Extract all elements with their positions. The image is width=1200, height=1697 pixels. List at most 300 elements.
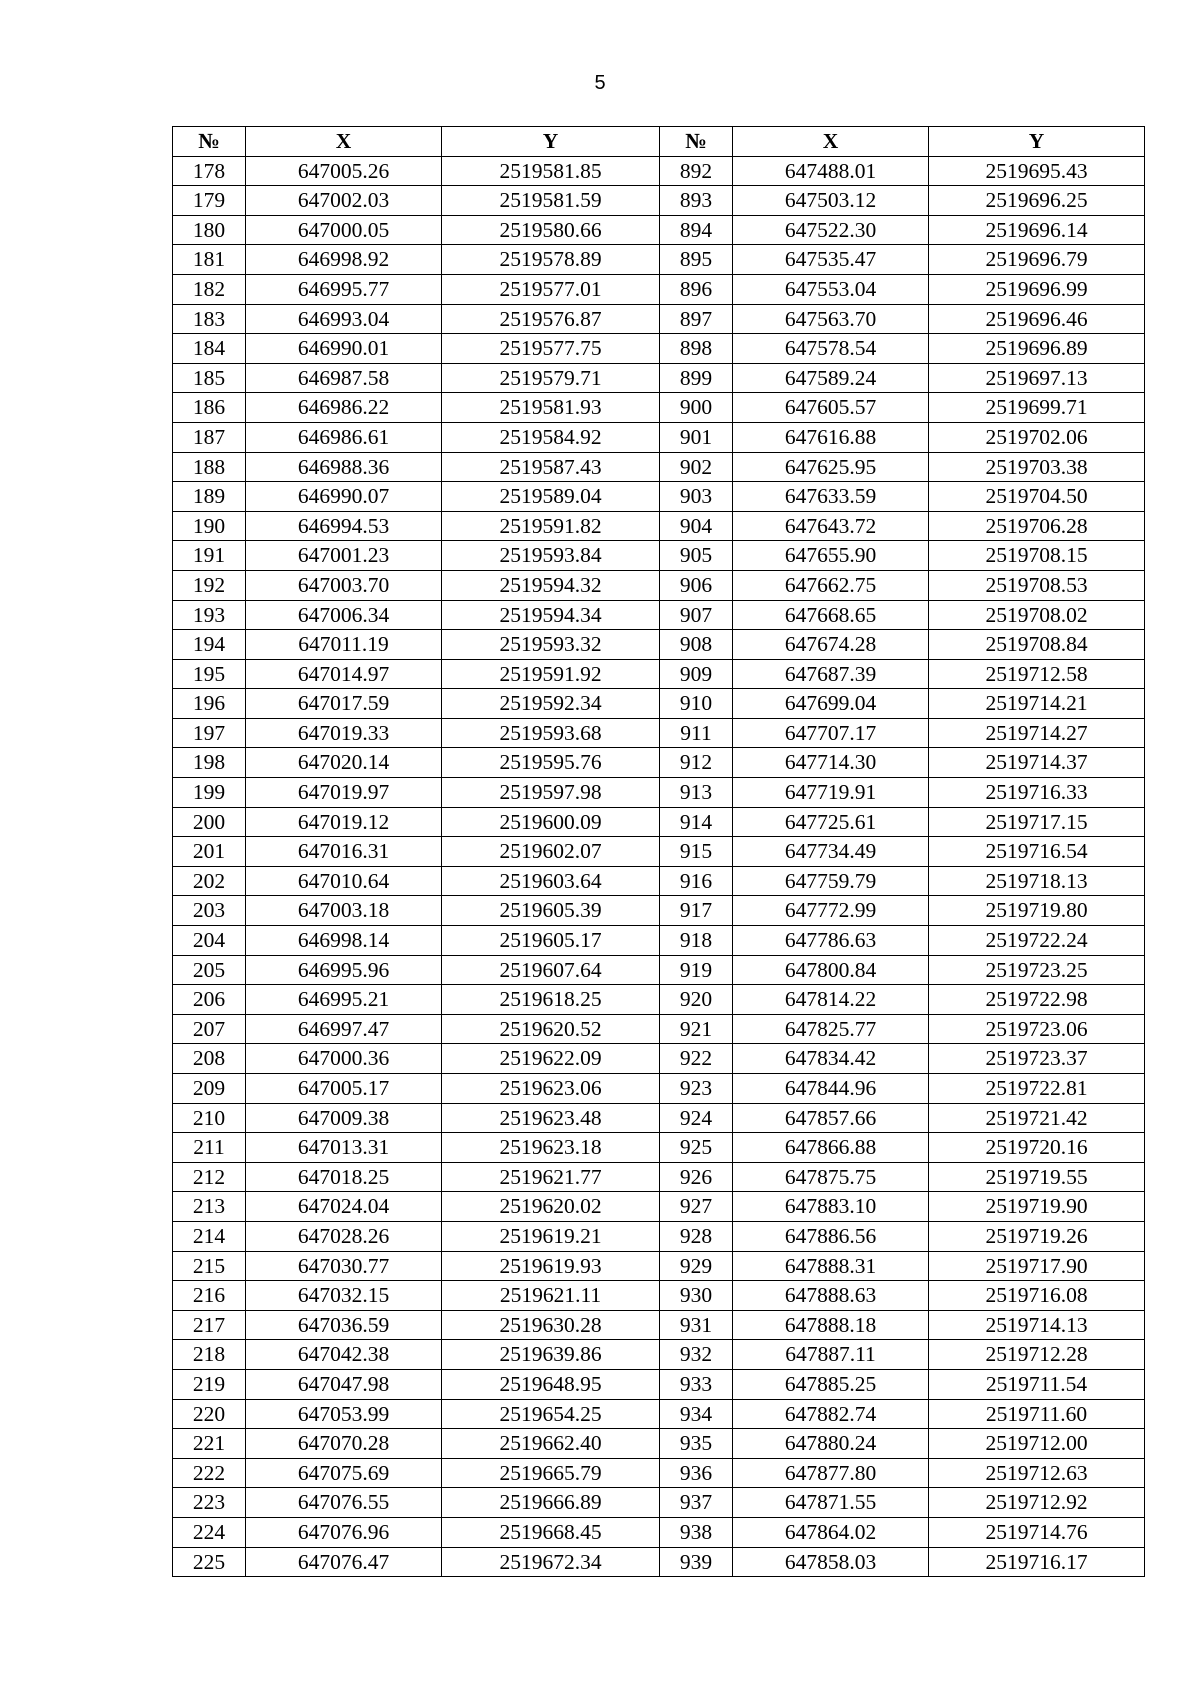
cell-x-left: 647032.15: [246, 1281, 442, 1311]
cell-number-left: 197: [173, 718, 246, 748]
cell-number-left: 187: [173, 422, 246, 452]
cell-number-left: 202: [173, 866, 246, 896]
cell-x-left: 647016.31: [246, 837, 442, 867]
cell-y-right: 2519719.90: [929, 1192, 1145, 1222]
cell-y-right: 2519716.33: [929, 778, 1145, 808]
cell-y-right: 2519712.28: [929, 1340, 1145, 1370]
cell-x-right: 647888.18: [733, 1310, 929, 1340]
cell-y-right: 2519696.89: [929, 334, 1145, 364]
cell-y-left: 2519621.77: [442, 1162, 660, 1192]
table-row: [173, 1192, 1145, 1222]
cell-y-right: 2519714.27: [929, 718, 1145, 748]
table-row: [173, 1281, 1145, 1311]
cell-x-left: 646995.21: [246, 985, 442, 1015]
cell-number-left: 190: [173, 511, 246, 541]
cell-x-right: 647719.91: [733, 778, 929, 808]
cell-x-left: 647010.64: [246, 866, 442, 896]
cell-y-right: 2519719.26: [929, 1221, 1145, 1251]
cell-number-left: 189: [173, 482, 246, 512]
cell-x-right: 647875.75: [733, 1162, 929, 1192]
table-row: [173, 1399, 1145, 1429]
cell-number-left: 201: [173, 837, 246, 867]
cell-y-left: 2519593.32: [442, 630, 660, 660]
table-row: [173, 1103, 1145, 1133]
cell-number-right: 895: [660, 245, 733, 275]
cell-x-left: 647047.98: [246, 1369, 442, 1399]
cell-number-right: 936: [660, 1458, 733, 1488]
cell-number-right: 897: [660, 304, 733, 334]
cell-y-right: 2519708.15: [929, 541, 1145, 571]
cell-x-left: 646995.96: [246, 955, 442, 985]
cell-number-left: 225: [173, 1547, 246, 1577]
cell-number-right: 924: [660, 1103, 733, 1133]
cell-number-left: 220: [173, 1399, 246, 1429]
table-row: [173, 1488, 1145, 1518]
cell-y-right: 2519716.54: [929, 837, 1145, 867]
cell-x-left: 647030.77: [246, 1251, 442, 1281]
cell-y-left: 2519605.39: [442, 896, 660, 926]
table-row: [173, 570, 1145, 600]
cell-y-right: 2519706.28: [929, 511, 1145, 541]
cell-x-right: 647699.04: [733, 689, 929, 719]
cell-x-left: 647001.23: [246, 541, 442, 571]
cell-number-right: 921: [660, 1014, 733, 1044]
cell-y-left: 2519581.93: [442, 393, 660, 423]
cell-x-right: 647725.61: [733, 807, 929, 837]
cell-y-left: 2519630.28: [442, 1310, 660, 1340]
cell-y-left: 2519594.32: [442, 570, 660, 600]
cell-y-right: 2519702.06: [929, 422, 1145, 452]
cell-number-right: 922: [660, 1044, 733, 1074]
cell-number-right: 917: [660, 896, 733, 926]
cell-number-right: 906: [660, 570, 733, 600]
cell-y-right: 2519722.24: [929, 926, 1145, 956]
cell-x-right: 647759.79: [733, 866, 929, 896]
cell-x-right: 647714.30: [733, 748, 929, 778]
cell-y-right: 2519719.55: [929, 1162, 1145, 1192]
cell-number-left: 198: [173, 748, 246, 778]
table-row: [173, 1429, 1145, 1459]
cell-number-left: 205: [173, 955, 246, 985]
cell-number-left: 183: [173, 304, 246, 334]
cell-x-left: 647036.59: [246, 1310, 442, 1340]
cell-x-left: 646997.47: [246, 1014, 442, 1044]
cell-number-right: 918: [660, 926, 733, 956]
cell-y-left: 2519668.45: [442, 1517, 660, 1547]
cell-y-left: 2519620.52: [442, 1014, 660, 1044]
cell-number-left: 185: [173, 363, 246, 393]
cell-x-right: 647674.28: [733, 630, 929, 660]
cell-number-right: 909: [660, 659, 733, 689]
cell-y-right: 2519714.37: [929, 748, 1145, 778]
cell-y-left: 2519623.06: [442, 1074, 660, 1104]
cell-number-right: 910: [660, 689, 733, 719]
table-header-row: [173, 127, 1145, 157]
table-row: [173, 1162, 1145, 1192]
cell-x-left: 647020.14: [246, 748, 442, 778]
cell-x-left: 646998.14: [246, 926, 442, 956]
cell-y-right: 2519699.71: [929, 393, 1145, 423]
table-row: [173, 1014, 1145, 1044]
cell-x-left: 646986.61: [246, 422, 442, 452]
cell-x-right: 647625.95: [733, 452, 929, 482]
cell-number-right: 903: [660, 482, 733, 512]
cell-number-left: 209: [173, 1074, 246, 1104]
table-row: [173, 926, 1145, 956]
cell-number-left: 204: [173, 926, 246, 956]
table-row: [173, 334, 1145, 364]
cell-x-left: 647009.38: [246, 1103, 442, 1133]
cell-x-left: 647006.34: [246, 600, 442, 630]
cell-y-left: 2519619.93: [442, 1251, 660, 1281]
table-row: [173, 1458, 1145, 1488]
cell-y-left: 2519593.84: [442, 541, 660, 571]
cell-number-right: 939: [660, 1547, 733, 1577]
cell-number-right: 934: [660, 1399, 733, 1429]
cell-number-right: 900: [660, 393, 733, 423]
table-row: [173, 1044, 1145, 1074]
cell-x-right: 647605.57: [733, 393, 929, 423]
cell-x-left: 646998.92: [246, 245, 442, 275]
table-row: [173, 1221, 1145, 1251]
cell-x-right: 647786.63: [733, 926, 929, 956]
cell-number-left: 180: [173, 215, 246, 245]
table-row: [173, 245, 1145, 275]
cell-number-left: 191: [173, 541, 246, 571]
cell-x-right: 647633.59: [733, 482, 929, 512]
cell-y-left: 2519623.48: [442, 1103, 660, 1133]
cell-number-right: 892: [660, 156, 733, 186]
cell-y-right: 2519708.53: [929, 570, 1145, 600]
cell-y-right: 2519708.02: [929, 600, 1145, 630]
cell-number-left: 195: [173, 659, 246, 689]
cell-y-left: 2519576.87: [442, 304, 660, 334]
cell-number-left: 203: [173, 896, 246, 926]
cell-number-left: 207: [173, 1014, 246, 1044]
cell-x-left: 647000.05: [246, 215, 442, 245]
cell-number-right: 930: [660, 1281, 733, 1311]
cell-number-right: 923: [660, 1074, 733, 1104]
table-row: [173, 866, 1145, 896]
cell-y-left: 2519589.04: [442, 482, 660, 512]
cell-x-right: 647772.99: [733, 896, 929, 926]
cell-y-right: 2519712.63: [929, 1458, 1145, 1488]
cell-number-left: 215: [173, 1251, 246, 1281]
table-row: [173, 689, 1145, 719]
cell-y-left: 2519579.71: [442, 363, 660, 393]
cell-x-right: 647877.80: [733, 1458, 929, 1488]
cell-number-right: 932: [660, 1340, 733, 1370]
cell-y-left: 2519639.86: [442, 1340, 660, 1370]
table-row: [173, 363, 1145, 393]
table-row: [173, 304, 1145, 334]
cell-y-right: 2519723.25: [929, 955, 1145, 985]
cell-x-right: 647888.63: [733, 1281, 929, 1311]
cell-x-right: 647522.30: [733, 215, 929, 245]
cell-y-left: 2519672.34: [442, 1547, 660, 1577]
table-row: [173, 985, 1145, 1015]
cell-y-right: 2519704.50: [929, 482, 1145, 512]
cell-x-left: 646988.36: [246, 452, 442, 482]
cell-y-right: 2519717.15: [929, 807, 1145, 837]
cell-x-left: 647000.36: [246, 1044, 442, 1074]
cell-y-left: 2519591.92: [442, 659, 660, 689]
cell-y-right: 2519717.90: [929, 1251, 1145, 1281]
table-row: [173, 1251, 1145, 1281]
cell-y-left: 2519620.02: [442, 1192, 660, 1222]
table-row: [173, 156, 1145, 186]
table-row: [173, 1133, 1145, 1163]
cell-x-right: 647866.88: [733, 1133, 929, 1163]
cell-x-right: 647616.88: [733, 422, 929, 452]
header-number-right: №: [660, 127, 733, 157]
header-number-left: №: [173, 127, 246, 157]
cell-x-right: 647883.10: [733, 1192, 929, 1222]
cell-number-right: 929: [660, 1251, 733, 1281]
cell-y-left: 2519600.09: [442, 807, 660, 837]
cell-number-left: 224: [173, 1517, 246, 1547]
cell-number-right: 908: [660, 630, 733, 660]
cell-x-left: 647019.12: [246, 807, 442, 837]
cell-y-left: 2519581.85: [442, 156, 660, 186]
cell-y-left: 2519597.98: [442, 778, 660, 808]
cell-x-right: 647886.56: [733, 1221, 929, 1251]
table-row: [173, 1310, 1145, 1340]
table-row: [173, 482, 1145, 512]
cell-x-right: 647553.04: [733, 274, 929, 304]
cell-y-left: 2519587.43: [442, 452, 660, 482]
cell-y-left: 2519577.75: [442, 334, 660, 364]
cell-y-left: 2519666.89: [442, 1488, 660, 1518]
cell-number-left: 213: [173, 1192, 246, 1222]
table-row: [173, 630, 1145, 660]
cell-x-left: 646987.58: [246, 363, 442, 393]
cell-y-left: 2519593.68: [442, 718, 660, 748]
header-x-right: X: [733, 127, 929, 157]
cell-x-right: 647882.74: [733, 1399, 929, 1429]
cell-y-right: 2519716.17: [929, 1547, 1145, 1577]
cell-number-right: 898: [660, 334, 733, 364]
cell-y-left: 2519605.17: [442, 926, 660, 956]
cell-x-right: 647825.77: [733, 1014, 929, 1044]
cell-number-left: 184: [173, 334, 246, 364]
cell-x-left: 647011.19: [246, 630, 442, 660]
cell-number-right: 907: [660, 600, 733, 630]
cell-y-left: 2519603.64: [442, 866, 660, 896]
cell-x-left: 647042.38: [246, 1340, 442, 1370]
cell-number-left: 223: [173, 1488, 246, 1518]
table-body: [173, 156, 1145, 1577]
cell-y-right: 2519711.54: [929, 1369, 1145, 1399]
cell-number-right: 916: [660, 866, 733, 896]
cell-number-right: 902: [660, 452, 733, 482]
table-row: [173, 541, 1145, 571]
cell-y-left: 2519621.11: [442, 1281, 660, 1311]
table-row: [173, 837, 1145, 867]
cell-x-left: 647002.03: [246, 186, 442, 216]
cell-x-right: 647643.72: [733, 511, 929, 541]
table-row: [173, 186, 1145, 216]
cell-x-right: 647578.54: [733, 334, 929, 364]
cell-x-right: 647880.24: [733, 1429, 929, 1459]
cell-x-right: 647858.03: [733, 1547, 929, 1577]
cell-y-left: 2519623.18: [442, 1133, 660, 1163]
cell-number-right: 904: [660, 511, 733, 541]
cell-number-right: 905: [660, 541, 733, 571]
cell-y-right: 2519708.84: [929, 630, 1145, 660]
cell-x-left: 647003.70: [246, 570, 442, 600]
cell-y-left: 2519654.25: [442, 1399, 660, 1429]
cell-y-left: 2519662.40: [442, 1429, 660, 1459]
cell-y-right: 2519696.14: [929, 215, 1145, 245]
cell-number-left: 208: [173, 1044, 246, 1074]
cell-number-right: 899: [660, 363, 733, 393]
cell-number-right: 938: [660, 1517, 733, 1547]
cell-x-left: 647005.17: [246, 1074, 442, 1104]
cell-x-left: 647070.28: [246, 1429, 442, 1459]
cell-x-left: 647017.59: [246, 689, 442, 719]
cell-x-left: 647076.96: [246, 1517, 442, 1547]
cell-y-right: 2519696.99: [929, 274, 1145, 304]
cell-y-right: 2519714.76: [929, 1517, 1145, 1547]
cell-y-left: 2519622.09: [442, 1044, 660, 1074]
cell-x-right: 647887.11: [733, 1340, 929, 1370]
cell-number-right: 935: [660, 1429, 733, 1459]
cell-number-right: 926: [660, 1162, 733, 1192]
cell-number-left: 182: [173, 274, 246, 304]
cell-y-right: 2519712.58: [929, 659, 1145, 689]
cell-x-left: 647053.99: [246, 1399, 442, 1429]
cell-x-left: 647003.18: [246, 896, 442, 926]
cell-y-right: 2519696.79: [929, 245, 1145, 275]
table-row: [173, 1547, 1145, 1577]
cell-y-left: 2519594.34: [442, 600, 660, 630]
cell-number-left: 196: [173, 689, 246, 719]
cell-x-right: 647834.42: [733, 1044, 929, 1074]
cell-number-left: 186: [173, 393, 246, 423]
cell-y-right: 2519697.13: [929, 363, 1145, 393]
cell-y-left: 2519592.34: [442, 689, 660, 719]
cell-number-left: 212: [173, 1162, 246, 1192]
table-row: [173, 600, 1145, 630]
cell-number-right: 915: [660, 837, 733, 867]
cell-number-right: 912: [660, 748, 733, 778]
cell-x-left: 647075.69: [246, 1458, 442, 1488]
cell-number-left: 214: [173, 1221, 246, 1251]
cell-y-right: 2519716.08: [929, 1281, 1145, 1311]
cell-number-right: 933: [660, 1369, 733, 1399]
table-row: [173, 1340, 1145, 1370]
cell-x-left: 647019.33: [246, 718, 442, 748]
cell-x-left: 647076.47: [246, 1547, 442, 1577]
cell-x-right: 647844.96: [733, 1074, 929, 1104]
cell-y-right: 2519723.37: [929, 1044, 1145, 1074]
cell-y-right: 2519712.92: [929, 1488, 1145, 1518]
cell-number-left: 211: [173, 1133, 246, 1163]
cell-number-right: 896: [660, 274, 733, 304]
cell-number-left: 206: [173, 985, 246, 1015]
cell-x-left: 646995.77: [246, 274, 442, 304]
table-row: [173, 1517, 1145, 1547]
cell-x-right: 647857.66: [733, 1103, 929, 1133]
cell-x-right: 647662.75: [733, 570, 929, 600]
cell-x-left: 646986.22: [246, 393, 442, 423]
cell-x-right: 647668.65: [733, 600, 929, 630]
cell-y-left: 2519665.79: [442, 1458, 660, 1488]
cell-y-left: 2519577.01: [442, 274, 660, 304]
cell-x-right: 647885.25: [733, 1369, 929, 1399]
table-row: [173, 748, 1145, 778]
header-x-left: X: [246, 127, 442, 157]
page-number: 5: [594, 72, 606, 94]
cell-y-right: 2519719.80: [929, 896, 1145, 926]
cell-number-left: 194: [173, 630, 246, 660]
cell-x-right: 647563.70: [733, 304, 929, 334]
cell-x-left: 647024.04: [246, 1192, 442, 1222]
cell-x-right: 647814.22: [733, 985, 929, 1015]
cell-x-right: 647888.31: [733, 1251, 929, 1281]
cell-number-right: 893: [660, 186, 733, 216]
cell-y-right: 2519722.81: [929, 1074, 1145, 1104]
header-y-right: Y: [929, 127, 1145, 157]
header-y-left: Y: [442, 127, 660, 157]
cell-x-right: 647734.49: [733, 837, 929, 867]
cell-number-left: 181: [173, 245, 246, 275]
cell-y-right: 2519721.42: [929, 1103, 1145, 1133]
cell-x-right: 647503.12: [733, 186, 929, 216]
cell-y-left: 2519618.25: [442, 985, 660, 1015]
cell-y-right: 2519723.06: [929, 1014, 1145, 1044]
cell-x-left: 647013.31: [246, 1133, 442, 1163]
table-row: [173, 1369, 1145, 1399]
cell-number-left: 193: [173, 600, 246, 630]
cell-number-left: 221: [173, 1429, 246, 1459]
cell-number-right: 911: [660, 718, 733, 748]
cell-x-right: 647589.24: [733, 363, 929, 393]
cell-number-right: 894: [660, 215, 733, 245]
table-row: [173, 1074, 1145, 1104]
cell-x-left: 646990.01: [246, 334, 442, 364]
cell-x-right: 647871.55: [733, 1488, 929, 1518]
cell-number-left: 200: [173, 807, 246, 837]
cell-y-right: 2519711.60: [929, 1399, 1145, 1429]
table-row: [173, 778, 1145, 808]
cell-x-right: 647655.90: [733, 541, 929, 571]
cell-number-right: 937: [660, 1488, 733, 1518]
cell-y-right: 2519696.25: [929, 186, 1145, 216]
cell-x-left: 647014.97: [246, 659, 442, 689]
cell-y-right: 2519722.98: [929, 985, 1145, 1015]
cell-x-right: 647800.84: [733, 955, 929, 985]
table-row: [173, 452, 1145, 482]
cell-number-left: 179: [173, 186, 246, 216]
cell-x-right: 647488.01: [733, 156, 929, 186]
cell-y-left: 2519619.21: [442, 1221, 660, 1251]
table-row: [173, 659, 1145, 689]
cell-y-left: 2519595.76: [442, 748, 660, 778]
cell-number-left: 192: [173, 570, 246, 600]
cell-number-left: 210: [173, 1103, 246, 1133]
cell-number-left: 188: [173, 452, 246, 482]
cell-x-left: 647018.25: [246, 1162, 442, 1192]
cell-x-left: 647076.55: [246, 1488, 442, 1518]
cell-number-right: 919: [660, 955, 733, 985]
cell-number-right: 928: [660, 1221, 733, 1251]
cell-y-left: 2519578.89: [442, 245, 660, 275]
cell-number-left: 222: [173, 1458, 246, 1488]
cell-number-left: 178: [173, 156, 246, 186]
cell-number-right: 927: [660, 1192, 733, 1222]
